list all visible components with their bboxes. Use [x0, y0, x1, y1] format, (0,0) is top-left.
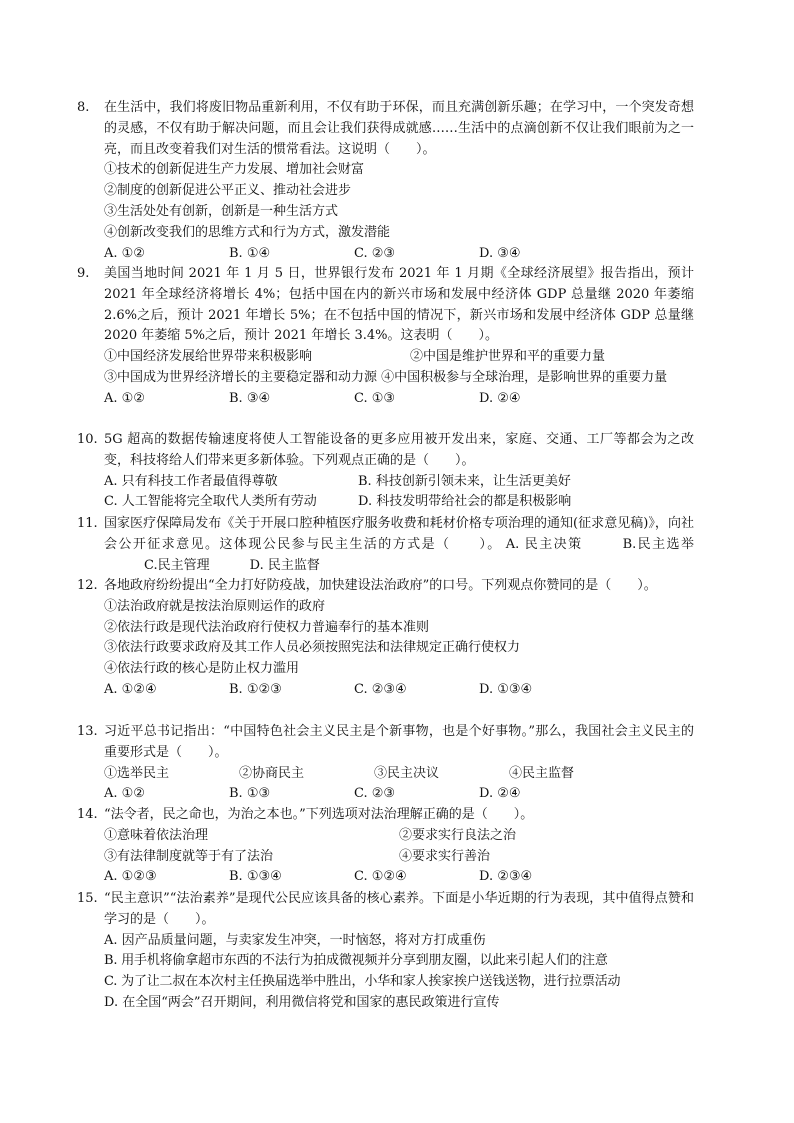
- question-13: [77, 722, 694, 805]
- statement-row: [104, 826, 694, 847]
- statement-row: [104, 764, 694, 785]
- option-d[interactable]: D. ②④: [479, 786, 521, 802]
- option-c[interactable]: C. ①②④: [354, 869, 407, 885]
- option-a[interactable]: A. ①②: [104, 390, 145, 406]
- question-number: 8.: [77, 100, 90, 115]
- question-stem: 美国当地时间 2021 年 1 月 5 日，世界银行发布 2021 年 1 月期《全球经济展望》报告指出，预计 2021 年全球经济将增长 4%；包括中国在内的新兴市场和发展中经济体 GDP 总量继 2020 年萎缩 2.6%之后，预计 2021 年增长 5%；在不包括中国的情况下，新兴市场和发展中经济体 GDP 总量继 2020 年萎缩 5%之后，预计 2021 年增长 3.4%。这表明（ ）。: [104, 266, 694, 344]
- statement-item: ②依法行政是现代法治政府行使权力普遍奉行的基本准则: [104, 619, 430, 635]
- option-a[interactable]: A. ①②③: [104, 869, 157, 885]
- answer-options: [104, 867, 694, 888]
- statement-row: [104, 368, 694, 389]
- statement-item: ④要求实行善治: [399, 848, 491, 864]
- option-b[interactable]: B. ①④: [229, 245, 271, 261]
- option-c[interactable]: C.民主管理: [144, 557, 210, 573]
- statement-item: ④依法行政的核心是防止权力滥用: [104, 661, 300, 677]
- option-b[interactable]: B. 用手机将偷拿超市东西的不法行为拍成微视频并分享到朋友圈，以此来引起人们的注意: [104, 953, 608, 969]
- option-c[interactable]: C. ②③④: [354, 681, 407, 697]
- question-number: 11.: [77, 516, 98, 531]
- answer-options: [104, 492, 694, 513]
- answer-options: [104, 244, 694, 265]
- statement-item: ①意味着依法治理: [104, 827, 209, 843]
- question-number: 12.: [77, 578, 98, 593]
- option-d[interactable]: D. ①③④: [479, 681, 533, 697]
- statement-item: ③依法行政要求政府及其工作人员必须按照宪法和法律规定正确行使权力: [104, 640, 521, 656]
- statement-item: ②要求实行良法之治: [399, 827, 517, 843]
- option-d[interactable]: D. 科技发明带给社会的都是积极影响: [358, 494, 572, 510]
- option-a[interactable]: A. 只有科技工作者最值得尊敬: [104, 473, 278, 489]
- option-b[interactable]: B. ①③: [229, 786, 271, 802]
- statement-item: ③有法律制度就等于有了法治: [104, 848, 274, 864]
- option-d[interactable]: D. ②③④: [479, 869, 533, 885]
- statement-item: ②协商民主: [239, 765, 305, 781]
- option-d[interactable]: D. 在全国“两会”召开期间，利用微信将党和国家的惠民政策进行宣传: [104, 994, 500, 1010]
- statement-item: ②中国是维护世界和平的重要力量: [410, 349, 606, 365]
- option-a[interactable]: A. 民主决策: [505, 536, 583, 552]
- statement-item: ①法治政府就是按法治原则运作的政府: [104, 598, 326, 614]
- option-d[interactable]: D. ②④: [479, 390, 521, 406]
- option-b[interactable]: B. ①③④: [229, 869, 282, 885]
- option-d[interactable]: D. 民主监督: [249, 557, 320, 573]
- option-c[interactable]: C. ②③: [354, 786, 396, 802]
- option-c[interactable]: C. ①③: [354, 390, 396, 406]
- option-c[interactable]: C. 为了让二叔在本次村主任换届选举中胜出，小华和家人挨家挨户送钱送物，进行拉票活动: [104, 974, 621, 990]
- option-b[interactable]: B. ①②③: [229, 681, 282, 697]
- answer-options: [104, 472, 694, 493]
- statement-item: ④民主监督: [509, 765, 575, 781]
- question-stem: 习近平总书记指出：“中国特色社会主义民主是个新事物，也是个好事物。”那么，我国社会主义民主的重要形式是（ ）。: [104, 724, 694, 760]
- statement-row: [104, 347, 694, 368]
- question-8: [77, 98, 694, 264]
- question-stem: [104, 514, 694, 576]
- answer-options: [104, 389, 694, 410]
- statement-item: ④创新改变我们的思维方式和行为方式，激发潜能: [104, 224, 391, 240]
- question-number: 13.: [77, 724, 98, 739]
- question-14: [77, 805, 694, 888]
- question-11: [77, 514, 694, 576]
- statement-row: [104, 847, 694, 868]
- question-12: [77, 576, 694, 701]
- question-number: 9.: [77, 266, 90, 281]
- statement-item: ④中国积极参与全球治理，是影响世界的重要力量: [381, 369, 668, 385]
- question-stem: 5G 超高的数据传输速度将使人工智能设备的更多应用被开发出来，家庭、交通、工厂等都会为之改变，科技将给人们带来更多新体验。下列观点正确的是（ ）。: [104, 432, 694, 468]
- question-9: [77, 264, 694, 410]
- statement-item: ③中国成为世界经济增长的主要稳定器和动力源: [104, 369, 378, 385]
- statement-item: ①中国经济发展给世界带来积极影响: [104, 349, 313, 365]
- option-c[interactable]: C. ②③: [354, 245, 396, 261]
- question-stem: 在生活中，我们将废旧物品重新利用，不仅有助于环保，而且充满创新乐趣；在学习中，一个突发奇想的灵感，不仅有助于解决问题，而且会让我们获得成就感……生活中的点滴创新不仅让我们眼前为之一亮，而且改变着我们对生活的惯常看法。这说明（ ）。: [104, 100, 694, 157]
- option-a[interactable]: A. ①②: [104, 245, 145, 261]
- option-b[interactable]: B. 科技创新引领未来，让生活更美好: [358, 473, 571, 489]
- question-stem-text: 国家医疗保障局发布《关于开展口腔种植医疗服务收费和耗材价格专项治理的通知(征求意见稿)》，向社会公开征求意见。这体现公民参与民主生活的方式是（ ）。: [104, 516, 694, 552]
- question-stem: “法令者，民之命也，为治之本也。”下列选项对法治理解正确的是（ ）。: [104, 807, 534, 822]
- question-stem: “民主意识”“法治素养”是现代公民应该具备的核心素养。下面是小华近期的行为表现，其中值得点赞和学习的是（ ）。: [104, 891, 694, 927]
- question-stem: 各地政府纷纷提出“全力打好防疫战，加快建设法治政府”的口号。下列观点你赞同的是（ ）。: [104, 578, 657, 593]
- answer-options: [104, 680, 694, 701]
- option-a[interactable]: A. ①②④: [104, 681, 157, 697]
- option-a[interactable]: A. ①②: [104, 786, 145, 802]
- answer-options: [104, 784, 694, 805]
- question-number: 14.: [77, 807, 98, 822]
- statement-item: ③民主决议: [374, 765, 440, 781]
- question-number: 15.: [77, 891, 98, 906]
- question-15: [77, 889, 694, 1014]
- question-number: 10.: [77, 432, 98, 447]
- statement-item: ③生活处处有创新，创新是一种生活方式: [104, 203, 339, 219]
- option-b[interactable]: B.民主选举: [622, 536, 694, 552]
- statement-item: ①技术的创新促进生产力发展、增加社会财富: [104, 162, 365, 178]
- option-c[interactable]: C. 人工智能将完全取代人类所有劳动: [104, 494, 317, 510]
- option-d[interactable]: D. ③④: [479, 245, 521, 261]
- option-b[interactable]: B. ③④: [229, 390, 271, 406]
- statement-item: ①选举民主: [104, 765, 170, 781]
- option-a[interactable]: A. 因产品质量问题，与卖家发生冲突，一时恼怒，将对方打成重伤: [104, 932, 486, 948]
- statement-item: ②制度的创新促进公平正义、推动社会进步: [104, 183, 352, 199]
- question-10: [77, 430, 694, 513]
